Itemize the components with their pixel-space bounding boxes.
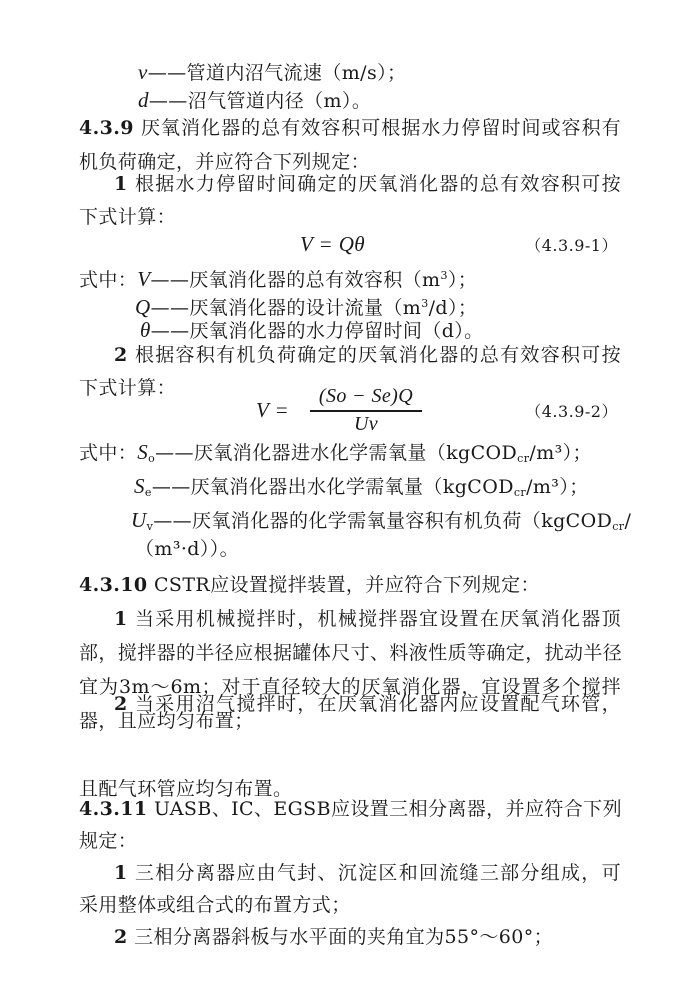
item-4-3-9-1-line-2: 下式计算： — [79, 206, 177, 228]
where-Se: $S_e——$厌氧消化器出水化学需氧量（kgCOD$_{cr}$/m³）； — [134, 474, 589, 499]
equation-4-3-9-2: V = (So − Se)Q Uv （4.3.9-2） — [0, 384, 693, 444]
item-4-3-10-2-line-1: 2 当采用沼气搅拌时，在厌氧消化器内应设置配气环管， — [114, 693, 621, 715]
fraction-numerator: (So − Se)Q — [318, 385, 414, 407]
equation: V = Qθ — [300, 232, 366, 256]
where-theta: θ——厌氧消化器的水力停留时间（d）。 — [140, 318, 484, 342]
item-4-3-10-1-line-4: 器，且应均匀布置； — [79, 710, 254, 732]
item-4-3-11-2-line-1: 2 三相分离器斜板与水平面的夹角宜为55°～60°； — [114, 926, 554, 948]
where-So: 式中：$S_o——$厌氧消化器进水化学需氧量（kgCOD$_{cr}$/m³）； — [79, 440, 592, 465]
clause-4-3-10: 4.3.10 CSTR应设置搅拌装置，并应符合下列规定： — [79, 574, 540, 596]
clause-4-3-11-line-1: 4.3.11 UASB、IC、EGSB应设置三相分离器，并应符合下列 — [79, 798, 622, 820]
where-Q: Q——厌氧消化器的设计流量$(m^3/d)$； — [135, 295, 478, 319]
equation-number: （4.3.9-2） — [525, 402, 618, 421]
clause-number: 4.3.10 — [79, 574, 148, 596]
where-Uv: $U_v——$厌氧消化器的化学需氧量容积有机负荷（kgCOD$_{cr}$/ — [131, 508, 632, 533]
clause-4-3-11-line-2: 规定： — [79, 830, 138, 852]
item-4-3-9-1-line-1: 1 根据水力停留时间确定的厌氧消化器的总有效容积可按 — [114, 173, 621, 195]
definition-d: d——沼气管道内径（m）。 — [138, 88, 372, 112]
item-4-3-11-1-line-2: 采用整体或组合式的布置方式； — [79, 894, 351, 916]
definition-v: v——管道内沼气流速（m/s）； — [138, 60, 407, 84]
item-4-3-11-1-line-1: 1 三相分离器应由气封、沉淀区和回流缝三部分组成，可 — [114, 862, 621, 884]
equation-number: （4.3.9-1） — [525, 236, 618, 255]
clause-number: 4.3.11 — [79, 798, 148, 820]
item-4-3-10-1-line-3: 宜为3m～6m；对于直径较大的厌氧消化器，宜设置多个搅拌 — [79, 676, 621, 698]
clause-4-3-9-line-2: 机负荷确定，并应符合下列规定： — [79, 151, 371, 173]
item-4-3-9-2-line-2: 下式计算： — [79, 377, 177, 399]
item-4-3-10-2-line-2: 且配气环管应均匀布置。 — [79, 778, 293, 800]
clause-4-3-9-line-1: 4.3.9 厌氧消化器的总有效容积可根据水力停留时间或容积有 — [79, 117, 621, 139]
item-4-3-10-1-line-2: 部，搅拌器的半径应根据罐体尺寸、料液性质等确定，扰动半径 — [79, 642, 623, 664]
item-4-3-9-2-line-1: 2 根据容积有机负荷确定的厌氧消化器的总有效容积可按 — [114, 344, 621, 366]
clause-number: 4.3.9 — [79, 117, 134, 139]
fraction-denominator: Uv — [353, 413, 379, 435]
where-V: 式中：V——厌氧消化器的总有效容积$(m^3)$； — [79, 267, 478, 291]
fraction — [310, 384, 422, 440]
item-4-3-10-1-line-1: 1 当采用机械搅拌时，机械搅拌器宜设置在厌氧消化器顶 — [114, 608, 621, 630]
where-Uv-continued: （m³·d））。 — [135, 538, 240, 560]
